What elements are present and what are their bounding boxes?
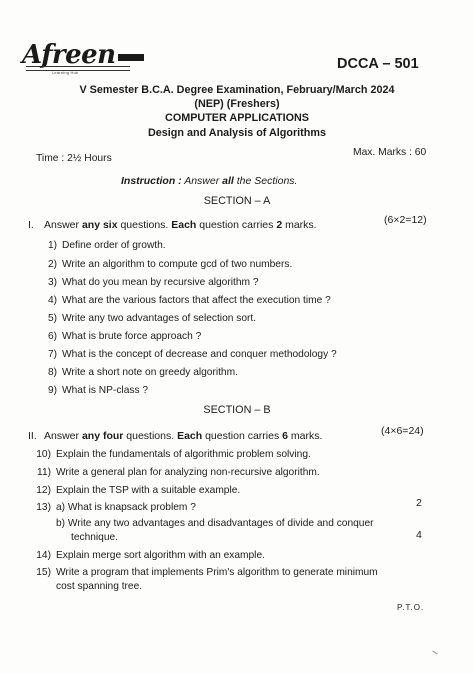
logo-subtitle: Learning Hub xyxy=(52,70,79,75)
question-number: 1) xyxy=(47,240,57,251)
question-item xyxy=(34,550,265,561)
section-b-roman: II. xyxy=(28,430,37,442)
scan-mark xyxy=(432,650,437,654)
question-13b-marks: 4 xyxy=(416,529,422,541)
section-b-title: SECTION – B xyxy=(203,404,271,416)
question-number: 7) xyxy=(47,349,57,360)
question-item xyxy=(40,295,331,306)
question-number: 14) xyxy=(36,550,51,561)
question-text: b) Write any two advantages and disadvantages of divide and conquer xyxy=(56,518,374,529)
question-item xyxy=(56,518,374,529)
exam-scheme: (NEP) (Freshers) xyxy=(194,98,280,110)
question-number: 13) xyxy=(36,502,51,513)
question-continuation: technique. xyxy=(71,532,119,543)
instruction-post: the Sections. xyxy=(233,175,298,187)
question-number: 3) xyxy=(47,277,57,288)
question-item xyxy=(34,567,378,578)
section-b-marks: (4×6=24) xyxy=(381,425,424,437)
question-text: What are the various factors that affect the execution time ? xyxy=(62,295,331,306)
exam-subject: COMPUTER APPLICATIONS xyxy=(165,112,309,124)
question-text: What is brute force approach ? xyxy=(62,331,202,342)
section-a-question-header xyxy=(28,219,317,231)
question-text: Define order of growth. xyxy=(62,240,166,251)
qa-bold-each: Each xyxy=(171,219,197,231)
question-text: Explain the TSP with a suitable example. xyxy=(56,485,241,496)
question-item xyxy=(40,367,238,378)
question-number: 9) xyxy=(47,385,57,396)
question-text: Write a program that implements Prim's algorithm to generate minimum xyxy=(56,567,378,578)
qa-post: marks. xyxy=(282,219,317,231)
qa-bold-marks: 2 xyxy=(276,219,283,231)
qb-pre: Answer xyxy=(44,430,82,442)
logo-wordmark: Afreen xyxy=(22,40,116,70)
qa-bold-count: any six xyxy=(81,219,118,231)
qb-post: marks. xyxy=(287,430,323,442)
question-number: 10) xyxy=(36,449,51,460)
question-text: a) What is knapsack problem ? xyxy=(56,502,196,513)
paper-code: DCCA – 501 xyxy=(337,56,419,72)
exam-title: V Semester B.C.A. Degree Examination, February/March 2024 xyxy=(79,84,395,96)
afreen-logo xyxy=(22,40,142,78)
please-turn-over: P.T.O. xyxy=(397,603,425,612)
question-number: 8) xyxy=(47,367,57,378)
question-number: 5) xyxy=(47,313,57,324)
question-item xyxy=(40,331,201,342)
question-item xyxy=(34,467,320,478)
exam-duration: Time : 2½ Hours xyxy=(36,153,112,164)
question-item xyxy=(40,385,148,396)
question-text: Write an algorithm to compute gcd of two numbers. xyxy=(62,259,293,270)
instruction-label: Instruction : xyxy=(121,175,182,187)
question-item xyxy=(40,313,256,324)
section-b-question-header xyxy=(28,430,322,442)
qb-mid: questions. xyxy=(123,430,178,442)
qb-mid2: question carries xyxy=(202,430,283,442)
max-marks: Max. Marks : 60 xyxy=(353,147,427,158)
section-a-title: SECTION – A xyxy=(203,195,271,207)
qa-mid2: question carries xyxy=(196,219,277,231)
question-item xyxy=(40,277,258,288)
section-a-roman: I. xyxy=(28,219,34,231)
qa-mid: questions. xyxy=(117,219,172,231)
qa-pre: Answer xyxy=(44,219,82,231)
question-item xyxy=(40,349,337,360)
question-text: What do you mean by recursive algorithm ? xyxy=(62,277,259,288)
question-item xyxy=(34,449,311,460)
qb-bold-marks: 6 xyxy=(282,430,288,442)
logo-bar-icon xyxy=(118,54,144,61)
question-text: What is NP-class ? xyxy=(62,385,149,396)
question-number: 2) xyxy=(47,259,57,270)
instruction xyxy=(121,175,297,187)
question-text: Explain the fundamentals of algorithmic problem solving. xyxy=(56,449,311,460)
question-item xyxy=(40,240,166,251)
question-number: 4) xyxy=(47,295,57,306)
question-text: Explain merge sort algorithm with an example. xyxy=(56,550,265,561)
question-text: Write any two advantages of selection sort. xyxy=(62,313,257,324)
question-number: 6) xyxy=(47,331,57,342)
exam-course: Design and Analysis of Algorithms xyxy=(148,127,326,139)
instruction-pre: Answer xyxy=(181,175,223,187)
question-item xyxy=(40,259,292,270)
question-text: What is the concept of decrease and conquer methodology ? xyxy=(62,349,337,360)
question-item xyxy=(34,485,240,496)
question-number: 12) xyxy=(36,485,51,496)
qb-bold-each: Each xyxy=(177,430,203,442)
question-text: Write a short note on greedy algorithm. xyxy=(62,367,238,378)
question-item xyxy=(34,502,196,513)
question-continuation: cost spanning tree. xyxy=(56,581,143,592)
instruction-bold: all xyxy=(222,175,234,187)
question-13a-marks: 2 xyxy=(416,497,422,509)
question-number: 11) xyxy=(37,467,51,478)
section-a-marks: (6×2=12) xyxy=(384,214,427,226)
question-text: Write a general plan for analyzing non-recursive algorithm. xyxy=(56,467,320,478)
question-number: 15) xyxy=(36,567,51,578)
qb-bold-count: any four xyxy=(81,430,124,442)
